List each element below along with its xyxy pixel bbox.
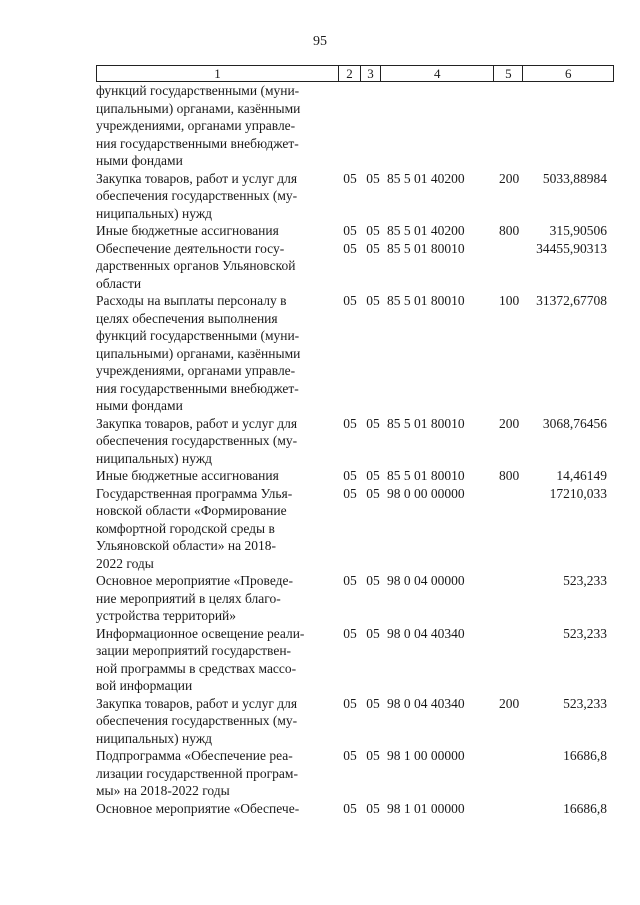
row-amount: 315,90506: [549, 223, 607, 238]
row-subsection: [361, 82, 385, 170]
row-amount: 5033,88984: [542, 170, 607, 186]
row-section: 05: [343, 223, 357, 238]
row-section: 05: [343, 293, 357, 308]
row-section: 05: [343, 170, 357, 186]
row-amount: 34455,90313: [536, 240, 607, 256]
row-amount: 523,233: [563, 625, 607, 641]
row-target-article: 85 5 01 40200: [387, 170, 465, 186]
row-amount: 14,46149: [556, 468, 607, 483]
row-target-article: 85 5 01 80010: [387, 415, 465, 431]
row-target-article: 98 0 00 00000: [387, 485, 465, 501]
row-section: 05: [343, 240, 357, 256]
row-subsection: 05: [366, 240, 380, 256]
row-subsection: 05: [366, 748, 380, 763]
row-expense-type: [499, 800, 525, 818]
table-row: [96, 292, 614, 415]
header-col-5: 5: [494, 66, 523, 81]
page-number: 95: [313, 34, 327, 49]
row-subsection: 05: [366, 485, 380, 501]
table-row: [96, 747, 614, 800]
row-expense-type: 200: [499, 170, 520, 186]
row-amount: 16686,8: [563, 800, 607, 816]
row-target-article: 98 1 01 00000: [387, 800, 465, 816]
row-amount: [525, 82, 613, 170]
table-row: [96, 800, 614, 818]
row-description: Закупка товаров, работ и услуг для обеспечения государственных (му- ниципальных) нужд: [96, 415, 298, 466]
row-description: Закупка товаров, работ и услуг для обеспечения государственных (му- ниципальных) нужд: [96, 695, 298, 746]
row-target-article: 98 0 04 40340: [387, 625, 465, 641]
row-description: Закупка товаров, работ и услуг для обеспечения государственных (му- ниципальных) нужд: [96, 170, 298, 221]
row-description: Государственная программа Улья- новской области «Формирование комфортной городской среды в Ульяновской области» на 2018- 2022 годы: [96, 485, 293, 571]
row-target-article: 85 5 01 80010: [387, 293, 465, 308]
header-col-2: 2: [339, 66, 361, 81]
table-row: [96, 82, 614, 170]
row-expense-type: 200: [499, 415, 520, 431]
row-description: Основное мероприятие «Обеспече-: [96, 800, 300, 816]
header-col-4: 4: [381, 66, 495, 81]
table-row: [96, 240, 614, 293]
row-expense-type: [499, 625, 525, 695]
table-row: [96, 695, 614, 748]
row-amount: 523,233: [563, 695, 607, 711]
row-section: 05: [343, 748, 357, 763]
row-subsection: 05: [366, 800, 380, 816]
row-target-article: 98 0 04 40340: [387, 695, 465, 711]
row-expense-type: 800: [499, 223, 520, 238]
row-subsection: 05: [366, 293, 380, 308]
row-subsection: 05: [366, 468, 380, 483]
row-section: 05: [343, 468, 357, 483]
row-subsection: 05: [366, 415, 380, 431]
row-description: функций государственными (муни- ципальными) органами, казёнными учреждениями, органами управле- ния государственными внебюджет- ными фондами: [96, 83, 301, 168]
row-amount: 31372,67708: [536, 293, 607, 308]
table-row: [96, 625, 614, 695]
row-description: Расходы на выплаты персоналу в целях обеспечения выполнения функций государственными (муни- ципальными) органами, казёнными учреждениями, органами управле- ния государственными внебюджет- ными фондами: [96, 293, 301, 413]
row-subsection: 05: [366, 170, 380, 186]
row-description: Основное мероприятие «Проведе- ние мероприятий в целях благо- устройства территорий»: [96, 573, 293, 623]
row-target-article: [385, 82, 499, 170]
row-subsection: 05: [366, 695, 380, 711]
row-target-article: 98 0 04 00000: [387, 573, 465, 588]
row-subsection: 05: [366, 625, 380, 641]
table-row: [96, 485, 614, 573]
row-section: 05: [343, 625, 357, 641]
header-col-3: 3: [361, 66, 381, 81]
row-section: 05: [343, 415, 357, 431]
row-expense-type: [499, 747, 525, 800]
row-amount: 16686,8: [563, 748, 607, 763]
row-section: 05: [343, 573, 357, 588]
row-amount: 523,233: [563, 573, 607, 588]
row-target-article: 85 5 01 80010: [387, 240, 465, 256]
row-expense-type: [499, 82, 525, 170]
row-section: 05: [343, 800, 357, 816]
row-expense-type: [499, 572, 525, 625]
table-row: [96, 572, 614, 625]
row-expense-type: 200: [499, 695, 520, 711]
row-description: Обеспечение деятельности госу- дарственных органов Ульяновской области: [96, 240, 296, 291]
row-section: 05: [343, 695, 357, 711]
row-expense-type: [499, 240, 525, 293]
row-subsection: 05: [366, 573, 380, 588]
row-target-article: 98 1 00 00000: [387, 748, 465, 763]
table-header: [96, 65, 614, 82]
row-description: Иные бюджетные ассигнования: [96, 468, 279, 483]
row-expense-type: 800: [499, 468, 520, 483]
table-row: [96, 415, 614, 468]
row-expense-type: 100: [499, 293, 520, 308]
row-description: Информационное освещение реали- зации мероприятий государствен- ной программы в средствах массо- вой информации: [96, 625, 305, 693]
row-target-article: 85 5 01 80010: [387, 468, 465, 483]
row-subsection: 05: [366, 223, 380, 238]
row-description: Иные бюджетные ассигнования: [96, 223, 279, 238]
row-amount: 3068,76456: [542, 415, 607, 431]
table-row: [96, 467, 614, 485]
header-col-1: 1: [97, 66, 339, 81]
table-body: [96, 82, 614, 817]
row-target-article: 85 5 01 40200: [387, 223, 465, 238]
table-row: [96, 222, 614, 240]
row-description: Подпрограмма «Обеспечение реа- лизации государственной програм- мы» на 2018-2022 годы: [96, 748, 298, 798]
table-row: [96, 170, 614, 223]
header-col-6: 6: [564, 66, 572, 81]
row-expense-type: [499, 485, 525, 573]
row-section: 05: [343, 485, 357, 501]
row-section: [339, 82, 361, 170]
row-amount: 17210,033: [549, 485, 607, 501]
